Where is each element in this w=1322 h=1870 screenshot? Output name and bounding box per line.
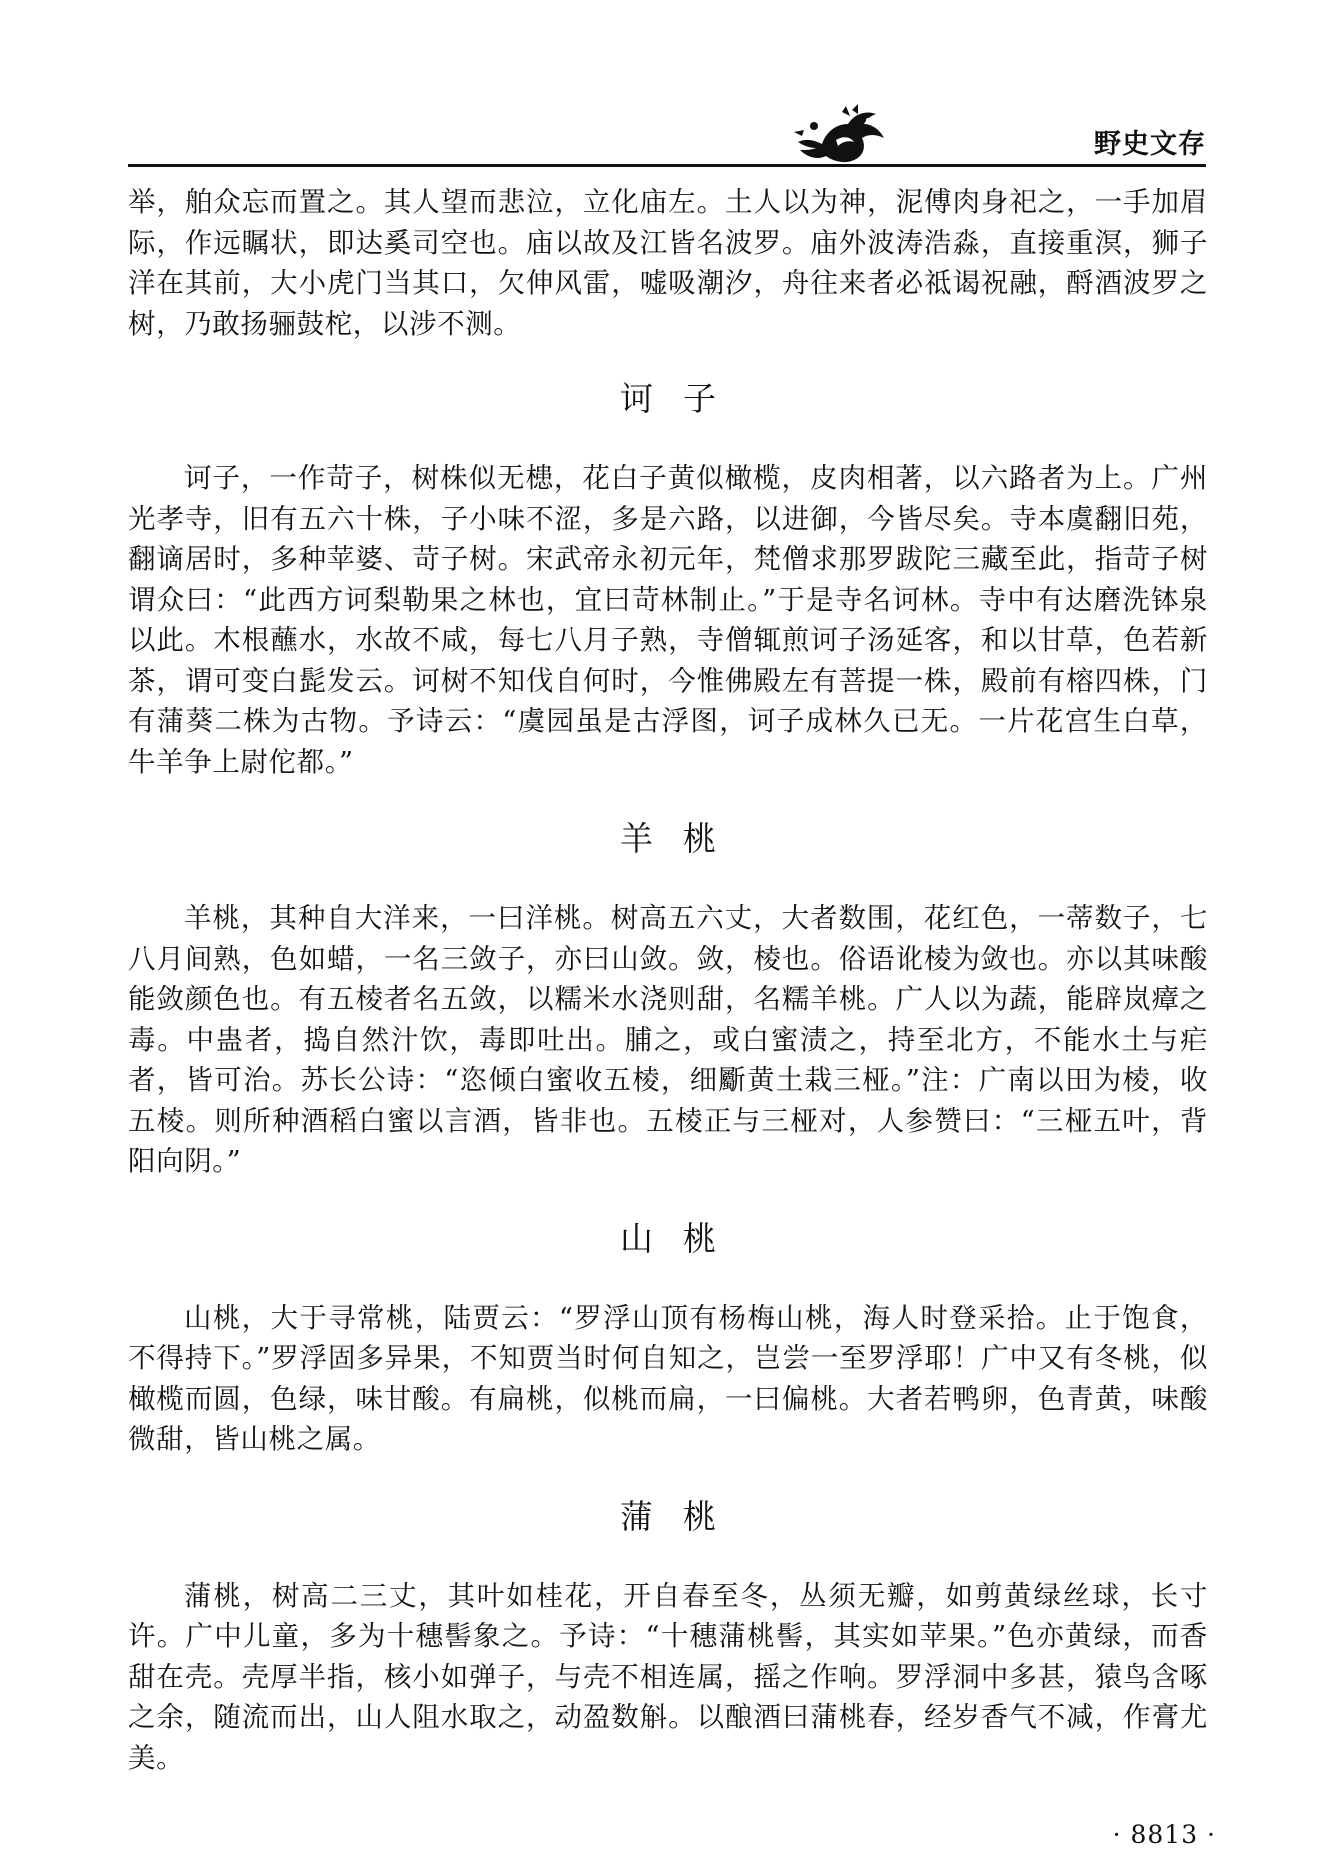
- section-title-yangtao: 羊桃: [620, 819, 746, 858]
- section-text-putao: 蒲桃，树高二三丈，其叶如桂花，开自春至冬，丛须无瓣，如剪黄绿丝球，长寸许。广中儿童，多为十穗髻象之。予诗：“十穗蒲桃髻，其实如苹果。”色亦黄绿，而香甜在壳。壳厚半指，核小如弹子，与壳不相连属，摇之作响。罗浮洞中多甚，猿鸟含啄之余，随流而出，山人阻水取之，动盈数斛。以酿酒曰蒲桃春，经岁香气不减，作膏尤美。: [128, 1579, 1208, 1774]
- section-text-shantao: 山桃，大于寻常桃，陆贾云：“罗浮山顶有杨梅山桃，海人时登采拾。止于饱食，不得持下。”罗浮固多异果，不知贾当时何自知之，岂尝一至罗浮耶！广中又有冬桃，似橄榄而圆，色绿，味甘酸。有扁桃，似桃而扁，一曰偏桃。大者若鸭卵，色青黄，味酸微甜，皆山桃之属。: [128, 1301, 1208, 1455]
- section-text-hezi: 诃子，一作苛子，树株似无槵，花白子黄似橄榄，皮肉相著，以六路者为上。广州光孝寺，旧有五六十株，子小味不涩，多是六路，以进御，今皆尽矣。寺本虞翻旧苑，翻谪居时，多种苹婆、苛子树。宋武帝永初元年，梵僧求那罗跋陀三藏至此，指苛子树谓众曰：“此西方诃梨勒果之林也，宜曰苛林制止。”于是寺名诃林。寺中有达磨洗钵泉以此。木根蘸水，水故不咸，每七八月子熟，寺僧辄煎诃子汤延客，和以甘草，色若新茶，谓可变白髭发云。诃树不知伐自何时，今惟佛殿左有菩提一株，殿前有榕四株，门有蒲葵二株为古物。予诗云：“虞园虽是古浮图，诃子成林久已无。一片花宫生白草，牛羊争上尉佗都。”: [128, 462, 1208, 778]
- dragon-emblem-icon: [792, 102, 892, 166]
- section-text-yangtao: 羊桃，其种自大洋来，一曰洋桃。树高五六丈，大者数围，花红色，一蒂数子，七八月间熟，色如蜡，一名三敛子，亦曰山敛。敛，棱也。俗语讹棱为敛也。亦以其味酸能敛颜色也。有五棱者名五敛，以糯米水浇则甜，名糯羊桃。广人以为蔬，能辟岚瘴之毒。中蛊者，捣自然汁饮，毒即吐出。脯之，或白蜜渍之，持至北方，不能水土与疟者，皆可治。苏长公诗：“恣倾白蜜收五棱，细斸黄土栽三桠。”注：广南以田为棱，收五棱。则所种酒稻白蜜以言酒，皆非也。五棱正与三桠对，人参赞曰：“三桠五叶，背阳向阴。”: [128, 902, 1208, 1177]
- intro-paragraph: 举，舶众忘而置之。其人望而悲泣，立化庙左。土人以为神，泥傅肉身祀之，一手加眉际，作远瞩状，即达奚司空也。庙以故及江皆名波罗。庙外波涛浩淼，直接重溟，狮子洋在其前，大小虎门当其口，欠伸风雷，嘘吸潮汐，舟往来者必祗谒祝融，酹酒波罗之树，乃敢扬骊鼓柁，以涉不测。: [128, 186, 1208, 340]
- main-text: [128, 182, 1208, 1778]
- section-title-shantao: 山桃: [620, 1218, 746, 1258]
- section-title-hezi: 诃子: [620, 379, 746, 418]
- page-header: [128, 100, 1206, 170]
- page-number: · 8813 ·: [1112, 1820, 1216, 1849]
- header-rule: [128, 164, 1206, 167]
- section-title-putao: 蒲桃: [620, 1496, 746, 1536]
- running-title: 野史文存: [1094, 129, 1206, 160]
